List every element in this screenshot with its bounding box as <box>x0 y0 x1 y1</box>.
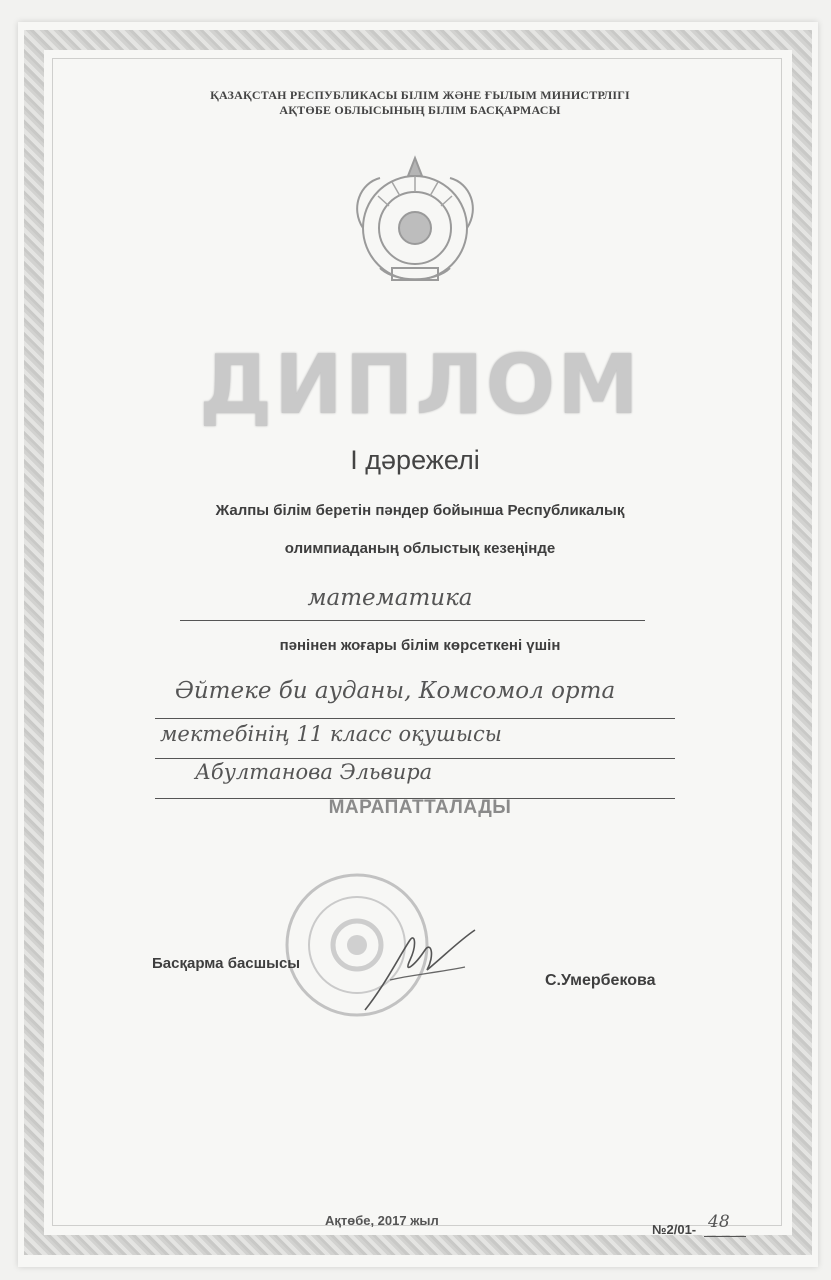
class-underline <box>155 758 675 759</box>
subject-underline <box>180 620 645 621</box>
class-handwritten: мектебінің 11 класс оқушысы <box>160 722 502 746</box>
diploma-degree: І дәрежелі <box>350 445 480 475</box>
ministry-line-1: ҚАЗАҚСТАН РЕСПУБЛИКАСЫ БІЛІМ ЖӘНЕ ҒЫЛЫМ МИНИСТРЛІГІ <box>210 88 630 102</box>
state-emblem-icon <box>340 148 490 298</box>
position-label: Басқарма басшысы <box>152 955 301 972</box>
olympiad-line-2: олимпиаданың облыстық кезеңінде <box>284 540 556 557</box>
student-name-handwritten: Абултанова Эльвира <box>195 760 433 784</box>
place-year: Ақтөбе, 2017 жыл <box>325 1213 439 1228</box>
school-underline <box>155 718 675 719</box>
subject-handwritten: математика <box>307 585 473 611</box>
signer-name: С.Умербекова <box>545 972 656 989</box>
document-number-prefix: №2/01- <box>652 1222 697 1237</box>
olympiad-line-3: пәнінен жоғары білім көрсеткені үшін <box>279 637 561 654</box>
diploma-title: ДИПЛОМ <box>199 338 641 433</box>
olympiad-line-1: Жалпы білім беретін пәндер бойынша Республикалық <box>215 502 625 519</box>
ministry-line-2: АҚТӨБЕ ОБЛЫСЫНЫҢ БІЛІМ БАСҚАРМАСЫ <box>279 103 561 117</box>
handwritten-signature <box>355 925 485 1020</box>
document-number-handwritten: 48 <box>708 1212 730 1232</box>
number-underline <box>704 1236 746 1237</box>
school-handwritten: Әйтеке би ауданы, Комсомол орта <box>175 678 616 704</box>
awarded-text: МАРАПАТТАЛАДЫ <box>328 797 512 818</box>
